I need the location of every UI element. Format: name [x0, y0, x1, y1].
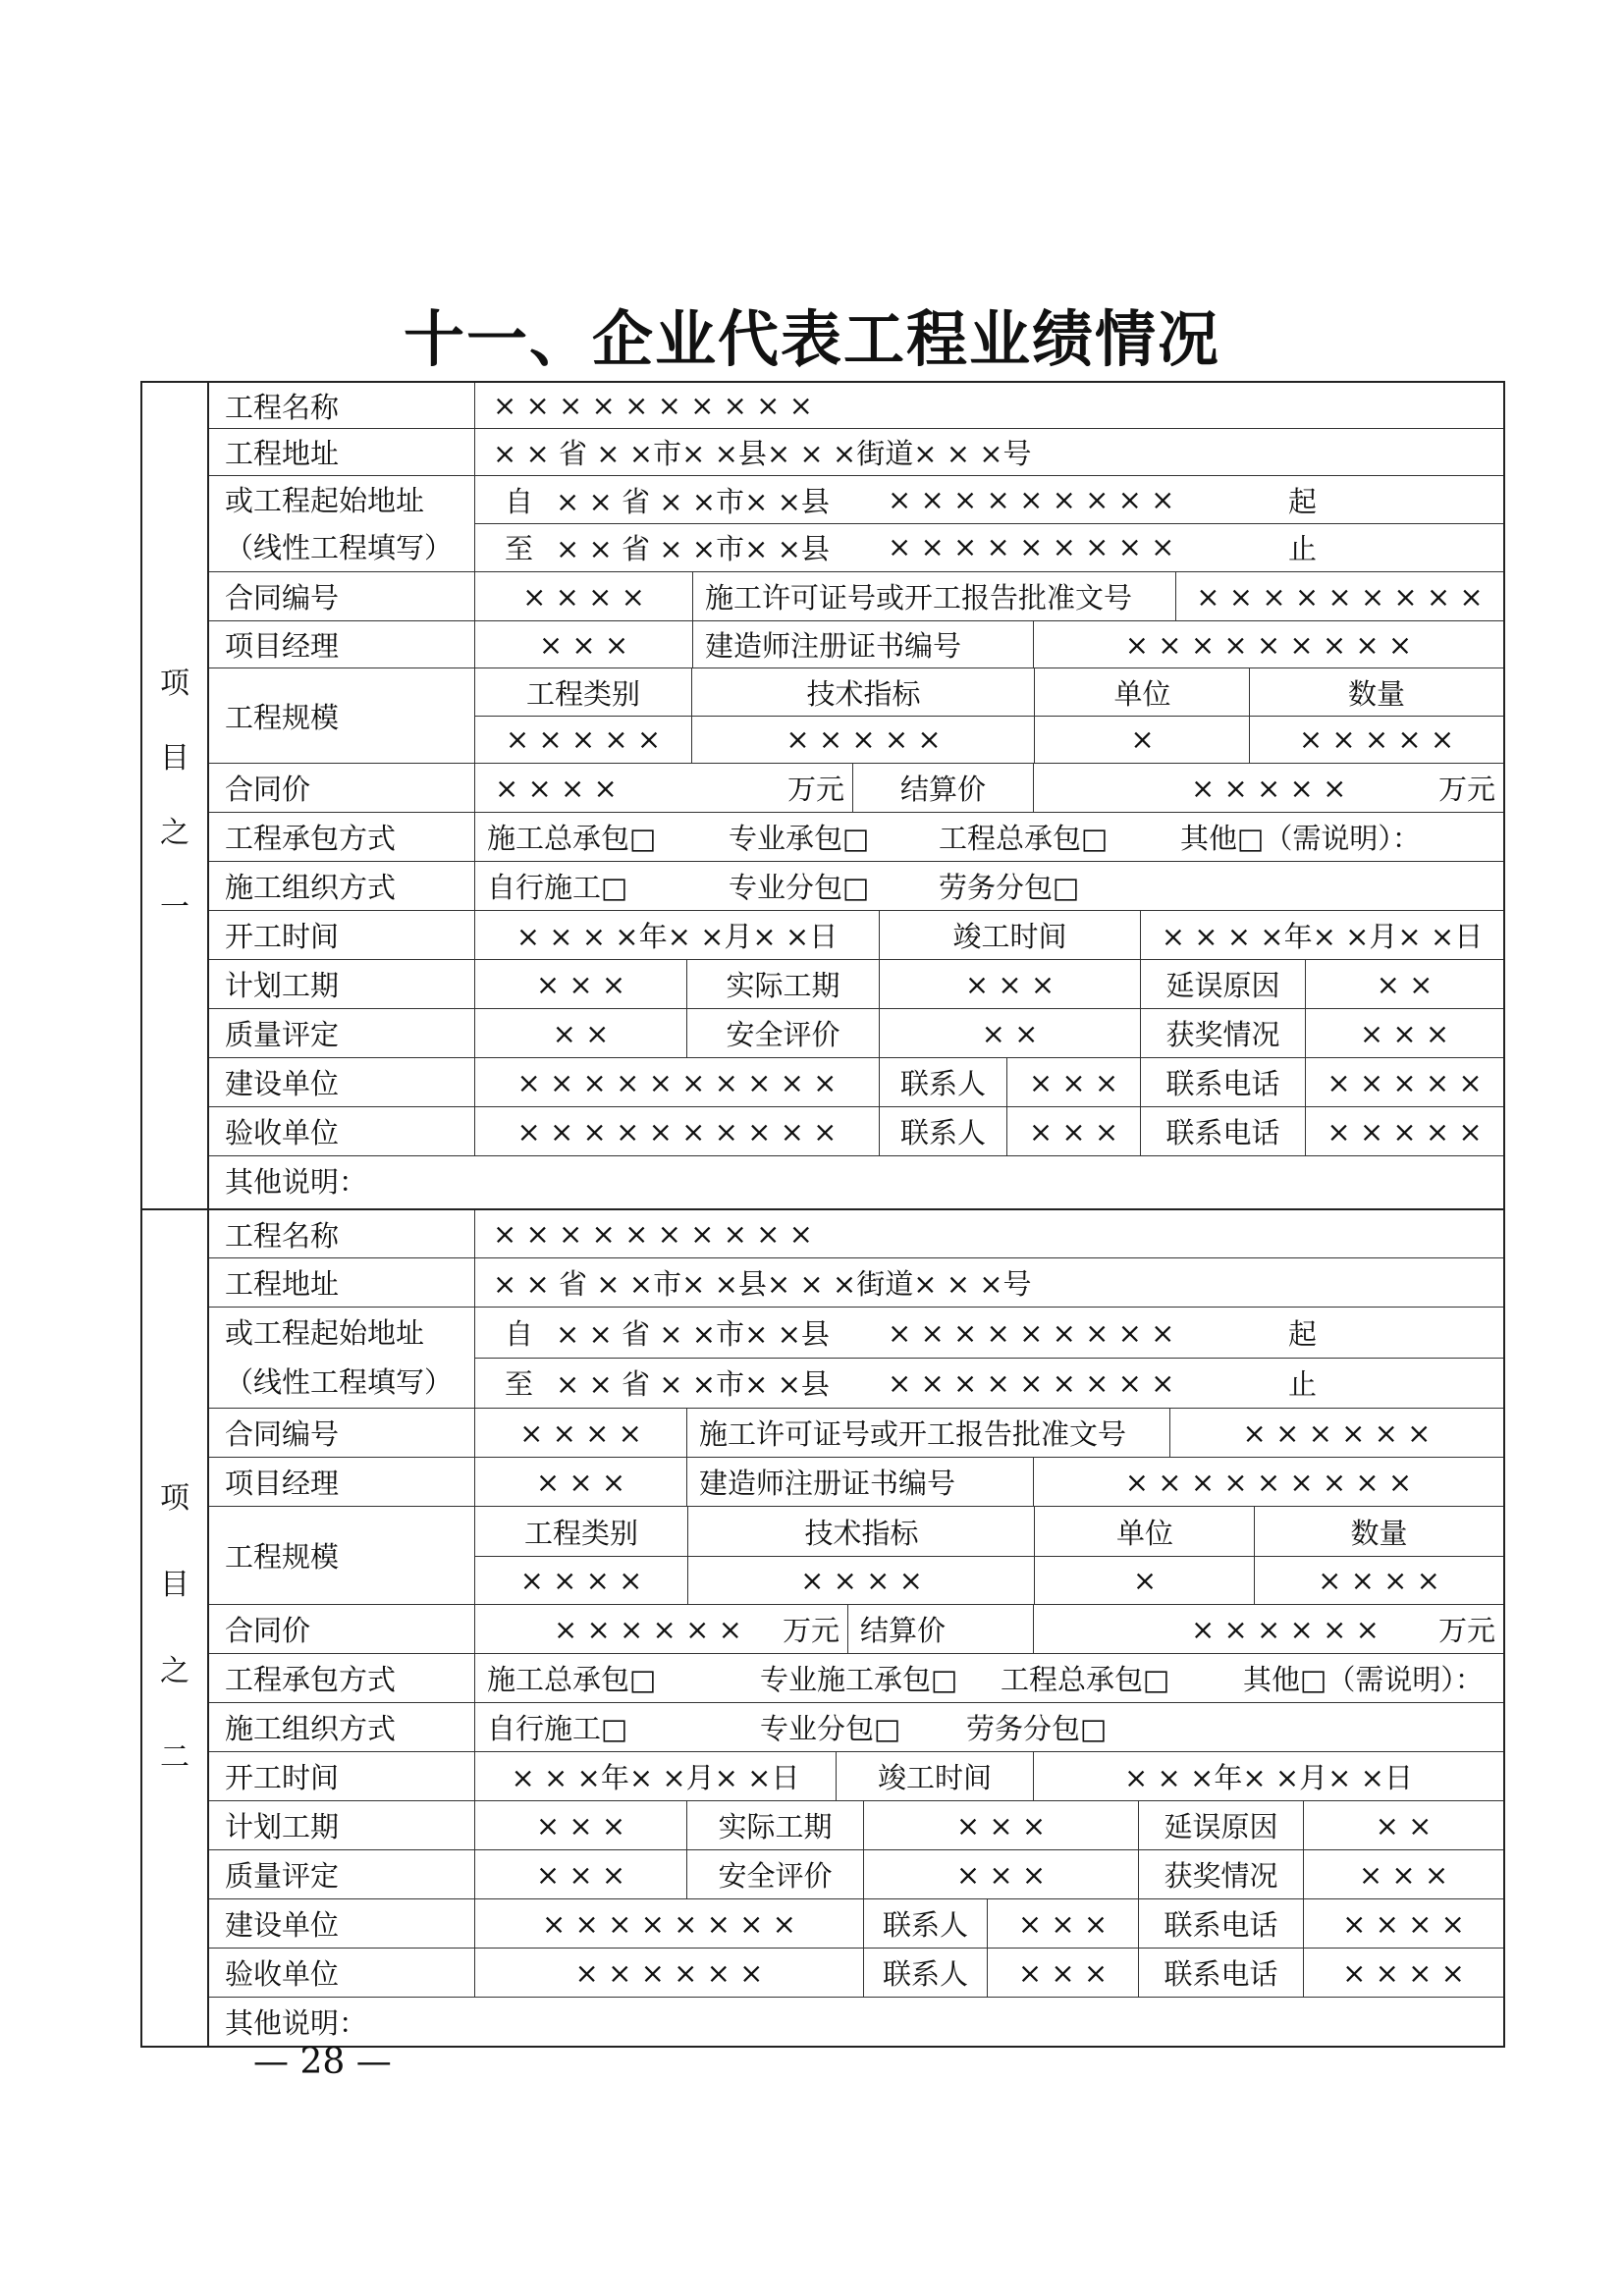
row-ratings: [209, 1850, 1503, 1899]
label-category: 工程类别: [523, 1516, 638, 1550]
label-constructor-cert: 建造师注册证书编号: [692, 621, 1033, 667]
label-contact-person: 联系人: [863, 1899, 987, 1948]
value-project-manager[interactable]: × × ×: [474, 1458, 686, 1506]
row-project-manager: [209, 1458, 1503, 1507]
label-other-notes[interactable]: 其他说明：: [225, 2006, 368, 2040]
side-char: 之: [160, 815, 189, 850]
value-awards[interactable]: × × ×: [1305, 1009, 1503, 1057]
option-epc-contract[interactable]: 工程总承包□: [939, 822, 1109, 855]
row-contract-price: [209, 764, 1503, 813]
label-contact-person: 联系人: [863, 1949, 987, 1997]
row-other-notes: [209, 1156, 1503, 1204]
row-project-name: [209, 383, 1503, 429]
value-delay-reason[interactable]: × ×: [1305, 960, 1503, 1008]
unit-wanyuan: 万元: [1437, 1614, 1495, 1647]
value-quality[interactable]: × ×: [474, 1009, 686, 1057]
value-constructor-cert[interactable]: × × × × × × × × ×: [1033, 621, 1503, 667]
option-specialty-subcontract[interactable]: 专业分包□: [760, 1712, 901, 1745]
side-char: 项: [160, 666, 189, 701]
label-contract-price: 合同价: [225, 1614, 311, 1647]
start-address-values: [474, 476, 1503, 571]
row-dates: [209, 1752, 1503, 1801]
end-mark: 止: [1288, 531, 1318, 565]
row-ratings: [209, 1009, 1503, 1058]
value-acceptance-contact[interactable]: × × ×: [1006, 1107, 1140, 1155]
start-region: × × 省 × ×市× ×县: [556, 484, 830, 518]
label-delay-reason: 延误原因: [1138, 1801, 1303, 1849]
from-label: 自: [505, 1317, 534, 1351]
value-actual-period[interactable]: × × ×: [863, 1801, 1138, 1849]
row-acceptance-unit: [209, 1949, 1503, 1998]
value-settlement-price-cell[interactable]: [1033, 764, 1503, 812]
scale-header: [475, 668, 1503, 717]
end-detail: × × × × × × × × ×: [888, 1365, 1175, 1400]
to-label: 至: [505, 1367, 534, 1401]
contract-mode-options: [474, 1654, 1503, 1702]
start-region: × × 省 × ×市× ×县: [556, 1317, 830, 1351]
value-category[interactable]: × × × ×: [519, 1563, 643, 1597]
label-project-name: 工程名称: [225, 390, 340, 424]
value-project-manager[interactable]: × × ×: [474, 621, 692, 667]
label-client-unit: 建设单位: [225, 1067, 340, 1100]
end-mark: 止: [1288, 1367, 1318, 1401]
option-self-construction[interactable]: 自行施工□: [487, 1712, 628, 1745]
side-char: 一: [160, 889, 189, 925]
option-general-contract[interactable]: 施工总承包□: [487, 1663, 657, 1696]
page-number: — 28 —: [253, 2042, 392, 2082]
label-other-notes[interactable]: 其他说明：: [225, 1165, 368, 1199]
value-settlement-price: × × × × × ×: [1191, 1612, 1380, 1646]
label-quality-rating: 质量评定: [225, 1859, 340, 1893]
end-line[interactable]: [475, 1358, 1503, 1408]
value-start-date[interactable]: × × ×年× ×月× ×日: [474, 1752, 836, 1800]
to-label: 至: [505, 531, 534, 565]
label-project-address: 工程地址: [225, 1267, 340, 1301]
row-project-name: [209, 1210, 1503, 1258]
label-planned-period: 计划工期: [225, 969, 340, 1002]
row-org-mode: [209, 1703, 1503, 1752]
label-permit-no: 施工许可证号或开工报告批准文号: [692, 572, 1175, 620]
label-category: 工程类别: [525, 676, 640, 711]
value-constructor-cert[interactable]: × × × × × × × × ×: [1033, 1458, 1503, 1506]
value-start-date[interactable]: × × × ×年× ×月× ×日: [474, 911, 879, 959]
option-other[interactable]: 其他□（需说明）：: [1180, 822, 1421, 855]
option-other[interactable]: 其他□（需说明）：: [1243, 1663, 1484, 1696]
label-unit: 单位: [1034, 1507, 1255, 1556]
label-start-address: [209, 1308, 474, 1408]
label-start-address: [209, 476, 474, 571]
start-detail: × × × × × × × × ×: [888, 1315, 1175, 1350]
value-client-contact[interactable]: × × ×: [987, 1899, 1138, 1948]
value-settlement-price: × × × × ×: [1191, 771, 1347, 805]
side-char: 目: [160, 740, 189, 775]
label-settlement-price: 结算价: [852, 764, 1033, 812]
value-awards[interactable]: × × ×: [1303, 1850, 1503, 1898]
value-tech[interactable]: × × × × ×: [691, 716, 1035, 763]
value-category[interactable]: × × × × ×: [505, 722, 662, 756]
value-contract-price: × × × × × ×: [554, 1612, 742, 1646]
start-line[interactable]: [475, 1308, 1503, 1359]
value-safety[interactable]: × ×: [879, 1009, 1140, 1057]
label-linear-note: （线性工程填写）: [225, 530, 454, 564]
value-contract-price-cell[interactable]: [474, 764, 852, 812]
row-contract-mode: [209, 813, 1503, 862]
label-awards: 获奖情况: [1138, 1850, 1303, 1898]
label-contract-mode: 工程承包方式: [225, 822, 397, 855]
label-contact-phone: 联系电话: [1140, 1058, 1305, 1106]
row-contract-mode: [209, 1654, 1503, 1703]
option-specialty-contract[interactable]: 专业施工承包□: [760, 1663, 958, 1696]
value-safety[interactable]: × × ×: [863, 1850, 1138, 1898]
label-tech: 技术指标: [687, 1507, 1035, 1556]
side-char: 二: [160, 1739, 189, 1775]
label-unit: 单位: [1034, 668, 1250, 716]
label-project-manager: 项目经理: [225, 629, 340, 663]
row-org-mode: [209, 862, 1503, 911]
value-client-phone[interactable]: × × × × ×: [1305, 1058, 1503, 1106]
value-acceptance-phone[interactable]: × × × × ×: [1305, 1107, 1503, 1155]
value-completion-date[interactable]: × × × ×年× ×月× ×日: [1140, 911, 1503, 959]
label-project-scale: 工程规模: [225, 1540, 340, 1574]
row-start-address: [209, 1308, 1503, 1409]
label-start-time: 开工时间: [225, 920, 340, 953]
row-periods: [209, 960, 1503, 1009]
label-actual-period: 实际工期: [686, 1801, 863, 1849]
value-permit-no[interactable]: × × × × × × × × ×: [1175, 572, 1503, 620]
row-dates: [209, 911, 1503, 960]
page-title: 十一、企业代表工程业绩情况: [403, 303, 1220, 375]
value-contract-price-cell[interactable]: [474, 1605, 847, 1653]
option-epc-contract[interactable]: 工程总承包□: [1001, 1663, 1170, 1696]
label-delay-reason: 延误原因: [1140, 960, 1305, 1008]
end-detail: × × × × × × × × ×: [888, 530, 1175, 563]
value-acceptance-contact[interactable]: × × ×: [987, 1949, 1138, 1997]
label-org-mode: 施工组织方式: [225, 1712, 397, 1745]
row-acceptance-unit: [209, 1107, 1503, 1156]
label-start-address-text: 或工程起始地址: [225, 1316, 425, 1350]
unit-wanyuan: 万元: [782, 1614, 839, 1647]
row-contract-price: [209, 1605, 1503, 1654]
label-linear-note: （线性工程填写）: [225, 1365, 454, 1399]
start-detail: × × × × × × × × ×: [888, 483, 1175, 516]
value-unit[interactable]: ×: [1034, 1556, 1255, 1604]
label-awards: 获奖情况: [1140, 1009, 1305, 1057]
value-project-address[interactable]: × × 省 × ×市× ×县× × ×街道× × ×号: [474, 1258, 1503, 1307]
option-general-contract[interactable]: 施工总承包□: [487, 822, 657, 855]
org-mode-options: [474, 862, 1503, 910]
org-mode-options: [474, 1703, 1503, 1751]
side-char: 目: [160, 1567, 189, 1602]
option-specialty-subcontract[interactable]: 专业分包□: [729, 871, 870, 904]
label-contract-mode: 工程承包方式: [225, 1663, 397, 1696]
start-mark: 起: [1288, 1317, 1318, 1351]
value-client-unit[interactable]: × × × × × × × ×: [474, 1899, 863, 1948]
label-actual-period: 实际工期: [686, 960, 879, 1008]
label-acceptance-unit: 验收单位: [225, 1116, 340, 1149]
value-settlement-price-cell[interactable]: [1033, 1605, 1503, 1653]
label-start-time: 开工时间: [225, 1761, 340, 1794]
value-contract-price: × × × ×: [495, 771, 618, 805]
value-quality[interactable]: × × ×: [474, 1850, 686, 1898]
value-permit-no[interactable]: × × × × × ×: [1169, 1409, 1503, 1457]
label-org-mode: 施工组织方式: [225, 871, 397, 904]
project-side-label: [142, 1210, 209, 2046]
value-quantity[interactable]: × × × ×: [1254, 1556, 1503, 1604]
label-permit-no: 施工许可证号或开工报告批准文号: [686, 1409, 1169, 1457]
project-block-1: [140, 381, 1505, 1210]
label-safety-rating: 安全评价: [686, 1850, 863, 1898]
value-project-name[interactable]: × × × × × × × × × ×: [474, 1210, 1503, 1257]
label-contract-price: 合同价: [225, 773, 311, 806]
value-project-name[interactable]: × × × × × × × × × ×: [474, 383, 1503, 428]
label-contact-phone: 联系电话: [1138, 1899, 1303, 1948]
row-project-address: [209, 429, 1503, 476]
row-contract-no: [209, 572, 1503, 621]
row-project-address: [209, 1258, 1503, 1308]
label-contact-person: 联系人: [879, 1107, 1006, 1155]
label-constructor-cert: 建造师注册证书编号: [686, 1458, 1033, 1506]
value-acceptance-phone[interactable]: × × × ×: [1303, 1949, 1503, 1997]
value-contract-no[interactable]: × × × ×: [474, 1409, 686, 1457]
unit-wanyuan: 万元: [1437, 773, 1495, 806]
value-quantity[interactable]: × × × × ×: [1249, 716, 1503, 763]
side-char: 之: [160, 1653, 189, 1688]
label-quality-rating: 质量评定: [225, 1018, 340, 1051]
row-periods: [209, 1801, 1503, 1850]
row-contract-no: [209, 1409, 1503, 1458]
label-project-scale: 工程规模: [225, 700, 340, 734]
value-acceptance-unit[interactable]: × × × × × ×: [474, 1949, 863, 1997]
label-quantity: 数量: [1249, 668, 1503, 716]
scale-grid: [474, 1507, 1503, 1604]
start-address-values: [474, 1308, 1503, 1408]
label-completion-time: 竣工时间: [879, 911, 1140, 959]
value-planned-period[interactable]: × × ×: [474, 1801, 686, 1849]
label-contact-phone: 联系电话: [1138, 1949, 1303, 1997]
end-region: × × 省 × ×市× ×县: [556, 531, 830, 565]
value-delay-reason[interactable]: × ×: [1303, 1801, 1503, 1849]
value-actual-period[interactable]: × × ×: [879, 960, 1140, 1008]
unit-wanyuan: 万元: [786, 773, 844, 806]
option-labor-subcontract[interactable]: 劳务分包□: [966, 1712, 1108, 1745]
label-project-address: 工程地址: [225, 437, 340, 470]
value-project-address[interactable]: × × 省 × ×市× ×县× × ×街道× × ×号: [474, 429, 1503, 475]
label-project-name: 工程名称: [225, 1218, 340, 1253]
label-settlement-price: 结算价: [847, 1605, 1033, 1653]
value-completion-date[interactable]: × × ×年× ×月× ×日: [1033, 1752, 1503, 1800]
label-safety-rating: 安全评价: [686, 1009, 879, 1057]
start-line[interactable]: [475, 476, 1503, 524]
row-project-manager: [209, 621, 1503, 668]
label-tech: 技术指标: [691, 668, 1035, 716]
label-contact-phone: 联系电话: [1140, 1107, 1305, 1155]
label-contact-person: 联系人: [879, 1058, 1006, 1106]
side-char: 项: [160, 1480, 189, 1516]
value-client-unit[interactable]: × × × × × × × × × ×: [474, 1058, 879, 1106]
end-region: × × 省 × ×市× ×县: [556, 1367, 830, 1401]
label-contract-no: 合同编号: [225, 581, 340, 614]
scale-header: [475, 1507, 1503, 1557]
value-unit[interactable]: ×: [1034, 716, 1250, 763]
scale-grid: [474, 668, 1503, 763]
row-project-scale: [209, 668, 1503, 764]
value-acceptance-unit[interactable]: × × × × × × × × × ×: [474, 1107, 879, 1155]
label-quantity: 数量: [1254, 1507, 1503, 1556]
project-side-label: [142, 383, 209, 1208]
label-start-address-text: 或工程起始地址: [225, 483, 425, 517]
label-client-unit: 建设单位: [225, 1908, 340, 1942]
row-start-address: [209, 476, 1503, 572]
option-specialty-contract[interactable]: 专业承包□: [729, 822, 870, 855]
label-planned-period: 计划工期: [225, 1810, 340, 1843]
project-block-2: [140, 1208, 1505, 2048]
label-contract-no: 合同编号: [225, 1417, 340, 1451]
value-planned-period[interactable]: × × ×: [474, 960, 686, 1008]
contract-mode-options: [474, 813, 1503, 861]
value-client-contact[interactable]: × × ×: [1006, 1058, 1140, 1106]
label-completion-time: 竣工时间: [836, 1752, 1033, 1800]
value-tech[interactable]: × × × ×: [687, 1556, 1035, 1604]
scale-values: [475, 716, 1503, 763]
start-mark: 起: [1288, 484, 1318, 518]
option-self-construction[interactable]: 自行施工□: [487, 871, 628, 904]
value-contract-no[interactable]: × × × ×: [474, 572, 692, 620]
scale-values: [475, 1556, 1503, 1604]
row-client-unit: [209, 1899, 1503, 1949]
from-label: 自: [505, 484, 534, 518]
label-project-manager: 项目经理: [225, 1467, 340, 1500]
row-project-scale: [209, 1507, 1503, 1605]
row-other-notes: [209, 1998, 1503, 2046]
value-client-phone[interactable]: × × × ×: [1303, 1899, 1503, 1948]
row-client-unit: [209, 1058, 1503, 1107]
option-labor-subcontract[interactable]: 劳务分包□: [939, 871, 1080, 904]
end-line[interactable]: [475, 523, 1503, 570]
label-acceptance-unit: 验收单位: [225, 1957, 340, 1991]
